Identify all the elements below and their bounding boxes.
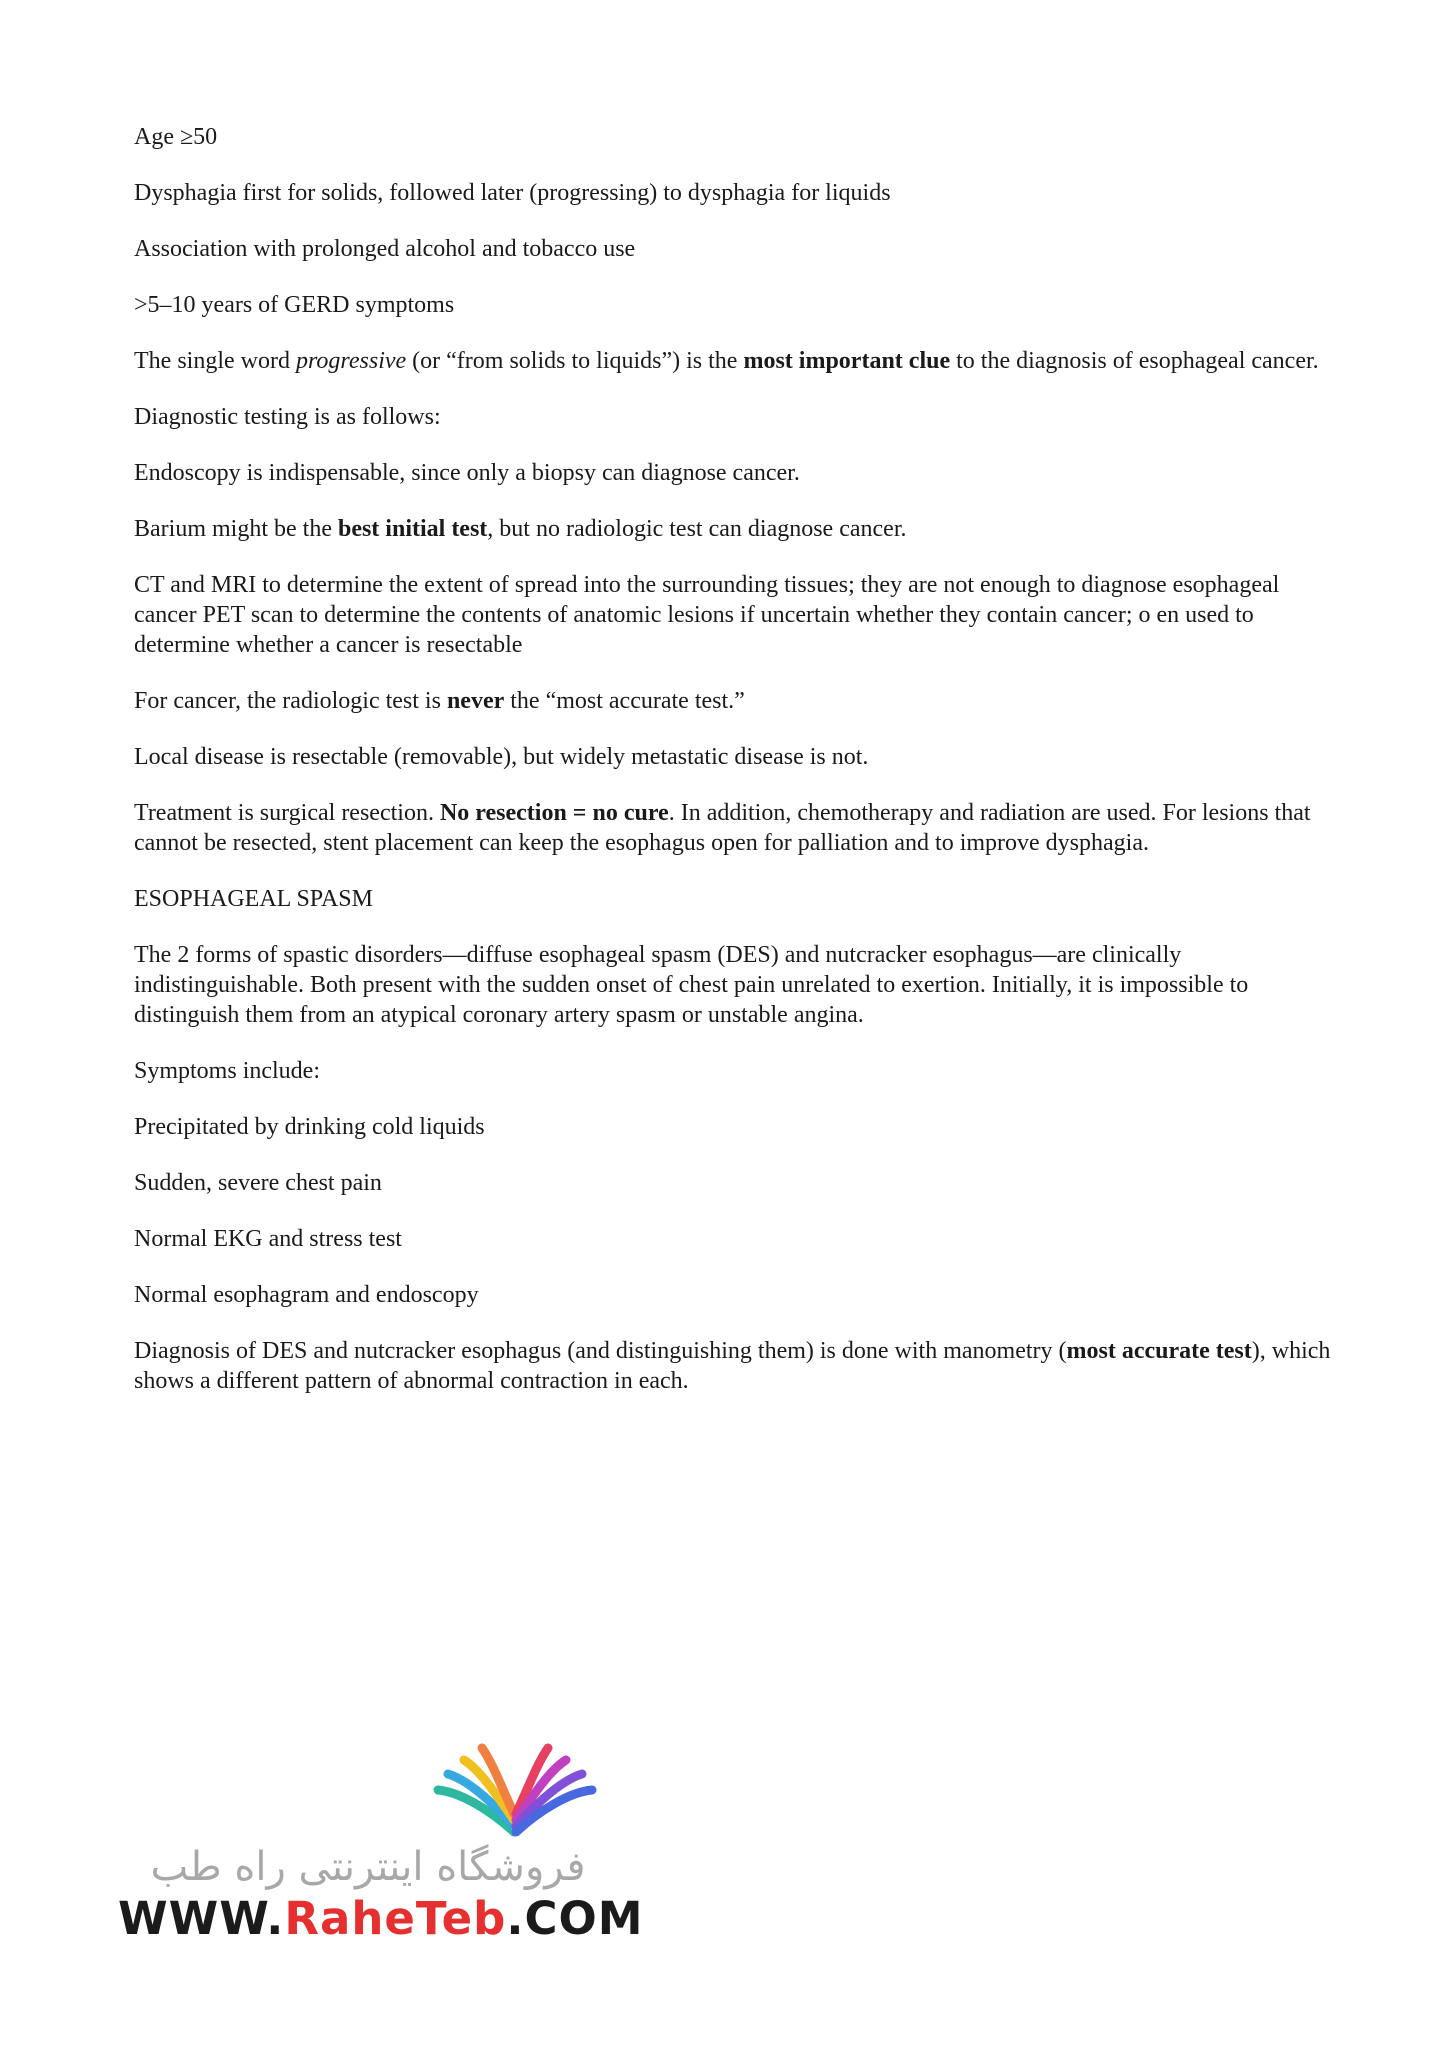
- text-run: (or “from solids to liquids”) is the: [406, 348, 744, 374]
- text-run: ESOPHAGEAL SPASM: [134, 886, 373, 912]
- text-run: The single word: [134, 348, 296, 374]
- italic-text: progressive: [295, 348, 407, 374]
- watermark-logo: [118, 1740, 644, 1950]
- text-run: CT and MRI to determine the extent of spread into the surrounding tissues; they are not enough to diagnose esophageal cancer PET scan to determine the contents of anatomic lesions if uncertain whether they contain cancer; o en used to determine whether a cancer is resectable: [134, 572, 1280, 658]
- text-run: Barium might be the: [134, 516, 338, 542]
- text-run: For cancer, the radiologic test is: [134, 688, 447, 714]
- text-run: Precipitated by drinking cold liquids: [134, 1114, 485, 1140]
- bold-text: most accurate test: [1066, 1338, 1252, 1364]
- text-run: Dysphagia first for solids, followed later (progressing) to dysphagia for liquids: [134, 180, 891, 206]
- text-run: Treatment is surgical resection.: [134, 800, 440, 826]
- text-run: , but no radiologic test can diagnose cancer.: [487, 516, 907, 542]
- paragraph: [134, 798, 1334, 858]
- text-run: to the diagnosis of esophageal cancer.: [950, 348, 1319, 374]
- paragraph: [134, 1280, 1334, 1310]
- open-book-rainbow-icon: [430, 1740, 600, 1840]
- paragraph: [134, 1336, 1334, 1396]
- paragraph: [134, 884, 1334, 914]
- text-run: The 2 forms of spastic disorders—diffuse esophageal spasm (DES) and nutcracker esophagus—are clinically indistinguishable. Both present with the sudden onset of chest pain unrelated to exertion. Initially, it is impossible to distinguish them from an atypical coronary artery spasm or unstable angina.: [134, 942, 1249, 1028]
- paragraph: [134, 570, 1334, 660]
- watermark-url-accent: RaheTeb: [284, 1892, 507, 1945]
- text-run: Endoscopy is indispensable, since only a biopsy can diagnose cancer.: [134, 460, 800, 486]
- text-run: Symptoms include:: [134, 1058, 320, 1084]
- paragraph: [134, 178, 1334, 208]
- paragraph: [134, 234, 1334, 264]
- paragraph: [134, 1056, 1334, 1086]
- text-run: Diagnosis of DES and nutcracker esophagus (and distinguishing them) is done with manometry (: [134, 1338, 1067, 1364]
- paragraph: [134, 940, 1334, 1030]
- text-run: Local disease is resectable (removable), but widely metastatic disease is not.: [134, 744, 869, 770]
- document-body: [134, 122, 1334, 1422]
- bold-text: best initial test: [337, 516, 488, 542]
- paragraph: [134, 1224, 1334, 1254]
- watermark-url: [118, 1892, 644, 1945]
- paragraph: [134, 742, 1334, 772]
- watermark-url-suffix: .COM: [506, 1892, 644, 1945]
- paragraph: [134, 514, 1334, 544]
- watermark-persian-text: فروشگاه اینترنتی راه طب: [150, 1844, 586, 1890]
- paragraph: [134, 1168, 1334, 1198]
- text-run: ), which shows a different pattern of abnormal contraction in each.: [134, 1338, 1331, 1394]
- paragraph: [134, 290, 1334, 320]
- text-run: Normal esophagram and endoscopy: [134, 1282, 479, 1308]
- paragraph: [134, 402, 1334, 432]
- text-run: >5–10 years of GERD symptoms: [134, 292, 455, 318]
- watermark-url-prefix: WWW.: [118, 1892, 285, 1945]
- text-run: Sudden, severe chest pain: [134, 1170, 382, 1196]
- paragraph: [134, 346, 1334, 376]
- bold-text: never: [446, 688, 505, 714]
- text-run: Age ≥50: [134, 124, 218, 150]
- paragraph: [134, 686, 1334, 716]
- text-run: Normal EKG and stress test: [134, 1226, 402, 1252]
- paragraph: [134, 1112, 1334, 1142]
- text-run: Association with prolonged alcohol and tobacco use: [134, 236, 636, 262]
- paragraph: [134, 458, 1334, 488]
- text-run: Diagnostic testing is as follows:: [134, 404, 441, 430]
- bold-text: most important clue: [743, 348, 951, 374]
- bold-text: No resection = no cure: [439, 800, 669, 826]
- paragraph: [134, 122, 1334, 152]
- text-run: . In addition, chemotherapy and radiation are used. For lesions that cannot be resected, stent placement can keep the esophagus open for palliation and to improve dysphagia.: [134, 800, 1311, 856]
- text-run: the “most accurate test.”: [504, 688, 745, 714]
